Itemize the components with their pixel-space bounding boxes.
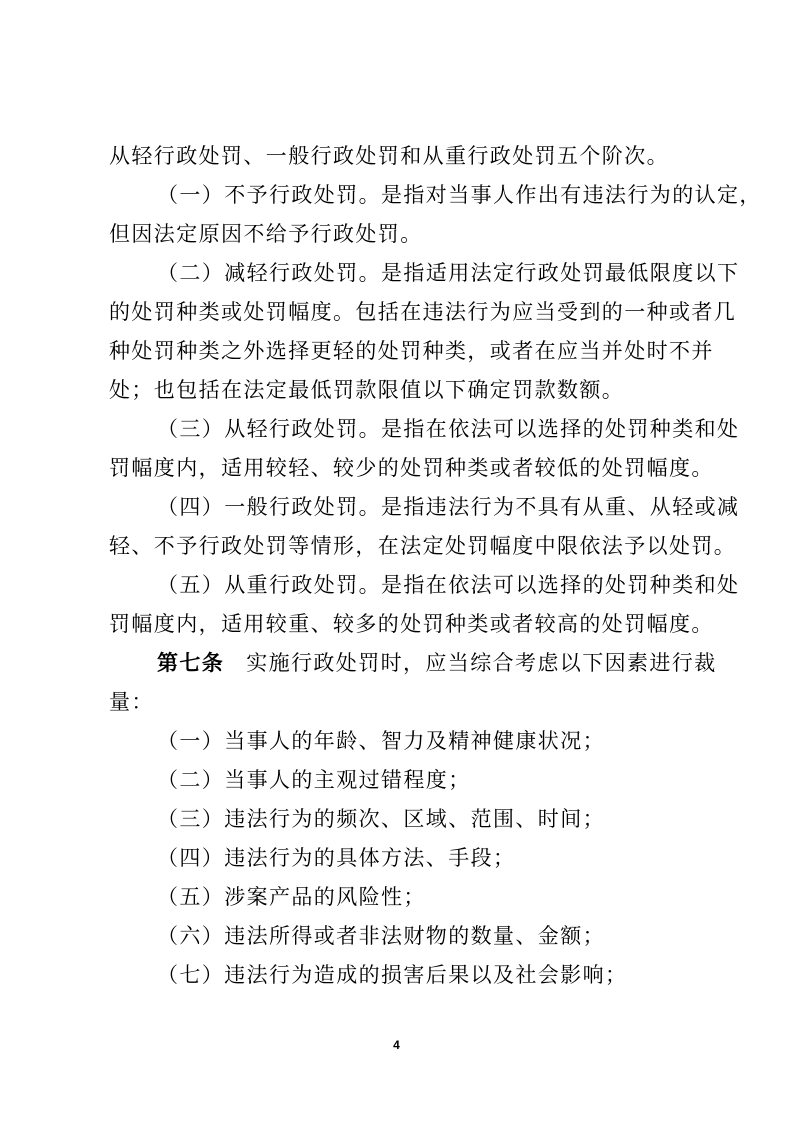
factor-item: （五）涉案产品的风险性； [157, 885, 426, 909]
text-line: （三）从轻行政处罚。是指在依法可以选择的处罚种类和处 [157, 417, 740, 441]
text-line: （四）一般行政处罚。是指违法行为不具有从重、从轻或减 [157, 495, 740, 519]
text-line: 种处罚种类之外选择更轻的处罚种类，或者在应当并处时不并 [109, 339, 714, 363]
text-line: 处；也包括在法定最低罚款限值以下确定罚款数额。 [109, 378, 625, 402]
text-line: 的处罚种类或处罚幅度。包括在违法行为应当受到的一种或者几 [109, 300, 737, 324]
factor-item: （二）当事人的主观过错程度； [157, 768, 471, 792]
text-line: 从轻行政处罚、一般行政处罚和从重行政处罚五个阶次。 [109, 144, 669, 168]
document-body [109, 137, 762, 995]
factor-item: （七）违法行为造成的损害后果以及社会影响； [157, 963, 628, 987]
factor-item: （六）违法所得或者非法财物的数量、金额； [157, 924, 605, 948]
factor-item: （一）当事人的年龄、智力及精神健康状况； [157, 729, 605, 753]
article-7-line [109, 644, 717, 683]
factor-item: （三）违法行为的频次、区域、范围、时间； [157, 807, 605, 831]
text-line: （二）减轻行政处罚。是指适用法定行政处罚最低限度以下 [157, 261, 740, 285]
text-line: （一）不予行政处罚。是指对当事人作出有违法行为的认定， [157, 183, 762, 207]
text-line: 但因法定原因不给予行政处罚。 [109, 222, 423, 246]
article-7-text: 实施行政处罚时，应当综合考虑以下因素进行裁 [246, 651, 717, 675]
text-line: 罚幅度内，适用较重、较多的处罚种类或者较高的处罚幅度。 [109, 612, 714, 636]
text-line: 罚幅度内，适用较轻、较少的处罚种类或者较低的处罚幅度。 [109, 456, 714, 480]
factor-item: （四）违法行为的具体方法、手段； [157, 846, 516, 870]
article-7-continuation: 量： [109, 690, 154, 714]
text-line: 轻、不予行政处罚等情形，在法定处罚幅度中限依法予以处罚。 [109, 534, 737, 558]
page-number: 4 [393, 1038, 400, 1052]
text-line: （五）从重行政处罚。是指在依法可以选择的处罚种类和处 [157, 573, 740, 597]
article-7-heading: 第七条 [157, 651, 225, 675]
